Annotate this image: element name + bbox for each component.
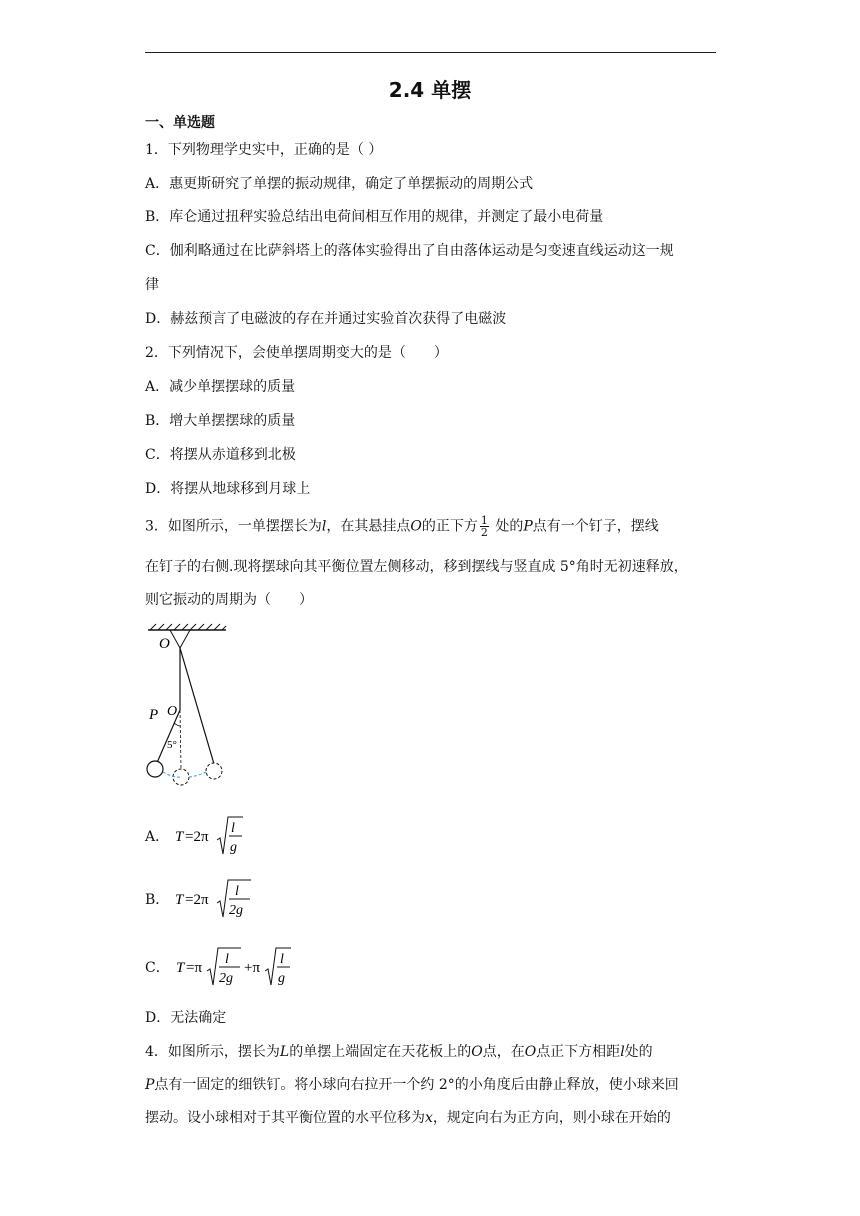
formula-den: g xyxy=(277,971,285,986)
option-label: B． xyxy=(145,892,170,908)
support-right xyxy=(180,630,190,648)
q1-option-a: A．惠更斯研究了单摆的振动规律，确定了单摆振动的周期公式 xyxy=(145,176,534,192)
formula-num: l xyxy=(235,884,240,899)
formula-a xyxy=(175,814,245,858)
q4-text: 处的 xyxy=(624,1044,653,1060)
formula-den: 2g xyxy=(218,971,233,986)
q2-option-c: C．将摆从赤道移到北极 xyxy=(145,447,296,463)
formula-t: T xyxy=(175,892,184,908)
q4-text: 的单摆上端固定在天花板上的 xyxy=(289,1044,472,1060)
formula-eq: =2π xyxy=(185,892,209,908)
q3-stem-line1 xyxy=(145,515,659,538)
header-rule xyxy=(145,52,716,53)
ball-right xyxy=(206,763,222,779)
formula-num: l xyxy=(224,952,229,967)
q4-var-O: O xyxy=(524,1044,537,1060)
string-vertical-dashed xyxy=(180,710,181,768)
q3-text: 的正下方 xyxy=(421,518,478,535)
angle-arc xyxy=(174,723,180,726)
q2-option-a: A．减少单摆摆球的质量 xyxy=(145,379,296,395)
q1-option-c-line1: C．伽利略通过在比萨斜塔上的落体实验得出了自由落体运动是匀变速直线运动这一规 xyxy=(145,243,674,259)
formula-t: T xyxy=(175,829,184,845)
q3-var-l: l xyxy=(321,518,327,535)
q3-option-a xyxy=(145,814,245,858)
fraction-numerator: 1 xyxy=(480,514,488,527)
option-label: A． xyxy=(145,829,170,845)
q2-option-d: D．将摆从地球移到月球上 xyxy=(145,481,311,497)
q3-fraction xyxy=(480,515,489,538)
formula-c xyxy=(176,945,306,989)
formula-b xyxy=(175,877,255,921)
q4-var-O: O xyxy=(471,1044,483,1060)
formula-plus: +π xyxy=(243,960,260,976)
label-o-nail: O xyxy=(167,704,178,719)
q4-stem-line2 xyxy=(145,1075,679,1095)
q1-stem: 1．下列物理学史实中，正确的是（ ） xyxy=(145,142,383,158)
label-angle: 5° xyxy=(167,739,177,751)
q3-text: 点有一个钉子，摆线 xyxy=(532,518,659,535)
trajectory-right xyxy=(189,772,206,777)
q4-var-l: l xyxy=(620,1044,625,1060)
formula-t: T xyxy=(175,960,185,976)
string-right xyxy=(180,648,214,764)
q4-text: 4．如图所示，摆长为 xyxy=(145,1044,280,1060)
formula-eq: =2π xyxy=(185,829,209,845)
q1-option-b: B．库仑通过扭秤实验总结出电荷间相互作用的规律，并测定了最小电荷量 xyxy=(145,209,604,225)
q3-stem-line2: 在钉子的右侧.现将摆球向其平衡位置左侧移动，移到摆线与竖直成 5°角时无初速释放， xyxy=(145,559,688,575)
q4-var-x: x xyxy=(425,1110,433,1126)
support-left xyxy=(170,630,180,648)
q3-var-p: P xyxy=(523,518,533,535)
ball-left xyxy=(147,761,163,777)
ceiling-hatch xyxy=(150,624,226,630)
q2-stem: 2．下列情况下，会使单摆周期变大的是（ ） xyxy=(145,345,448,361)
q4-stem-line1 xyxy=(145,1042,653,1062)
q4-text: ，规定向右为正方向，则小球在开始的 xyxy=(432,1110,671,1126)
q4-var-L: L xyxy=(279,1044,290,1060)
formula-den: 2g xyxy=(229,903,244,918)
q3-text: 3．如图所示，一单摆摆长为 xyxy=(145,518,322,535)
ball-bottom xyxy=(173,769,189,785)
q4-text: 点有一固定的细铁钉。将小球向右拉开一个约 2°的小角度后由静止释放，使小球来回 xyxy=(154,1077,679,1093)
q3-option-b xyxy=(145,877,255,921)
pendulum-figure xyxy=(140,622,240,792)
section-heading: 一、单选题 xyxy=(145,115,215,131)
label-p: P xyxy=(149,707,159,723)
q3-option-d: D．无法确定 xyxy=(145,1010,227,1026)
formula-num: l xyxy=(231,821,236,836)
q1-option-d: D．赫兹预言了电磁波的存在并通过实验首次获得了电磁波 xyxy=(145,311,507,327)
formula-eq: =π xyxy=(185,960,202,976)
q4-var-P: P xyxy=(145,1077,155,1093)
q4-stem-line3 xyxy=(145,1108,671,1128)
option-label: C． xyxy=(145,960,170,976)
q1-option-c-line2: 律 xyxy=(145,277,159,293)
q2-option-b: B．增大单摆摆球的质量 xyxy=(145,413,296,429)
formula-num: l xyxy=(279,952,284,967)
page-title: 2.4 单摆 xyxy=(388,78,472,102)
formula-den: g xyxy=(230,840,238,855)
fraction-denominator: 2 xyxy=(480,526,488,539)
label-o: O xyxy=(159,636,170,652)
q4-text: 点，在 xyxy=(482,1044,525,1060)
q3-option-c xyxy=(145,945,306,989)
q3-text: ，在其悬挂点 xyxy=(326,518,411,535)
q4-text: 点正下方相距 xyxy=(536,1044,621,1060)
q3-text: 处的 xyxy=(490,518,524,535)
q3-var-o: O xyxy=(410,518,422,535)
q4-text: 摆动。设小球相对于其平衡位置的水平位移为 xyxy=(145,1110,425,1126)
q3-stem-line3: 则它振动的周期为（ ） xyxy=(145,592,313,608)
